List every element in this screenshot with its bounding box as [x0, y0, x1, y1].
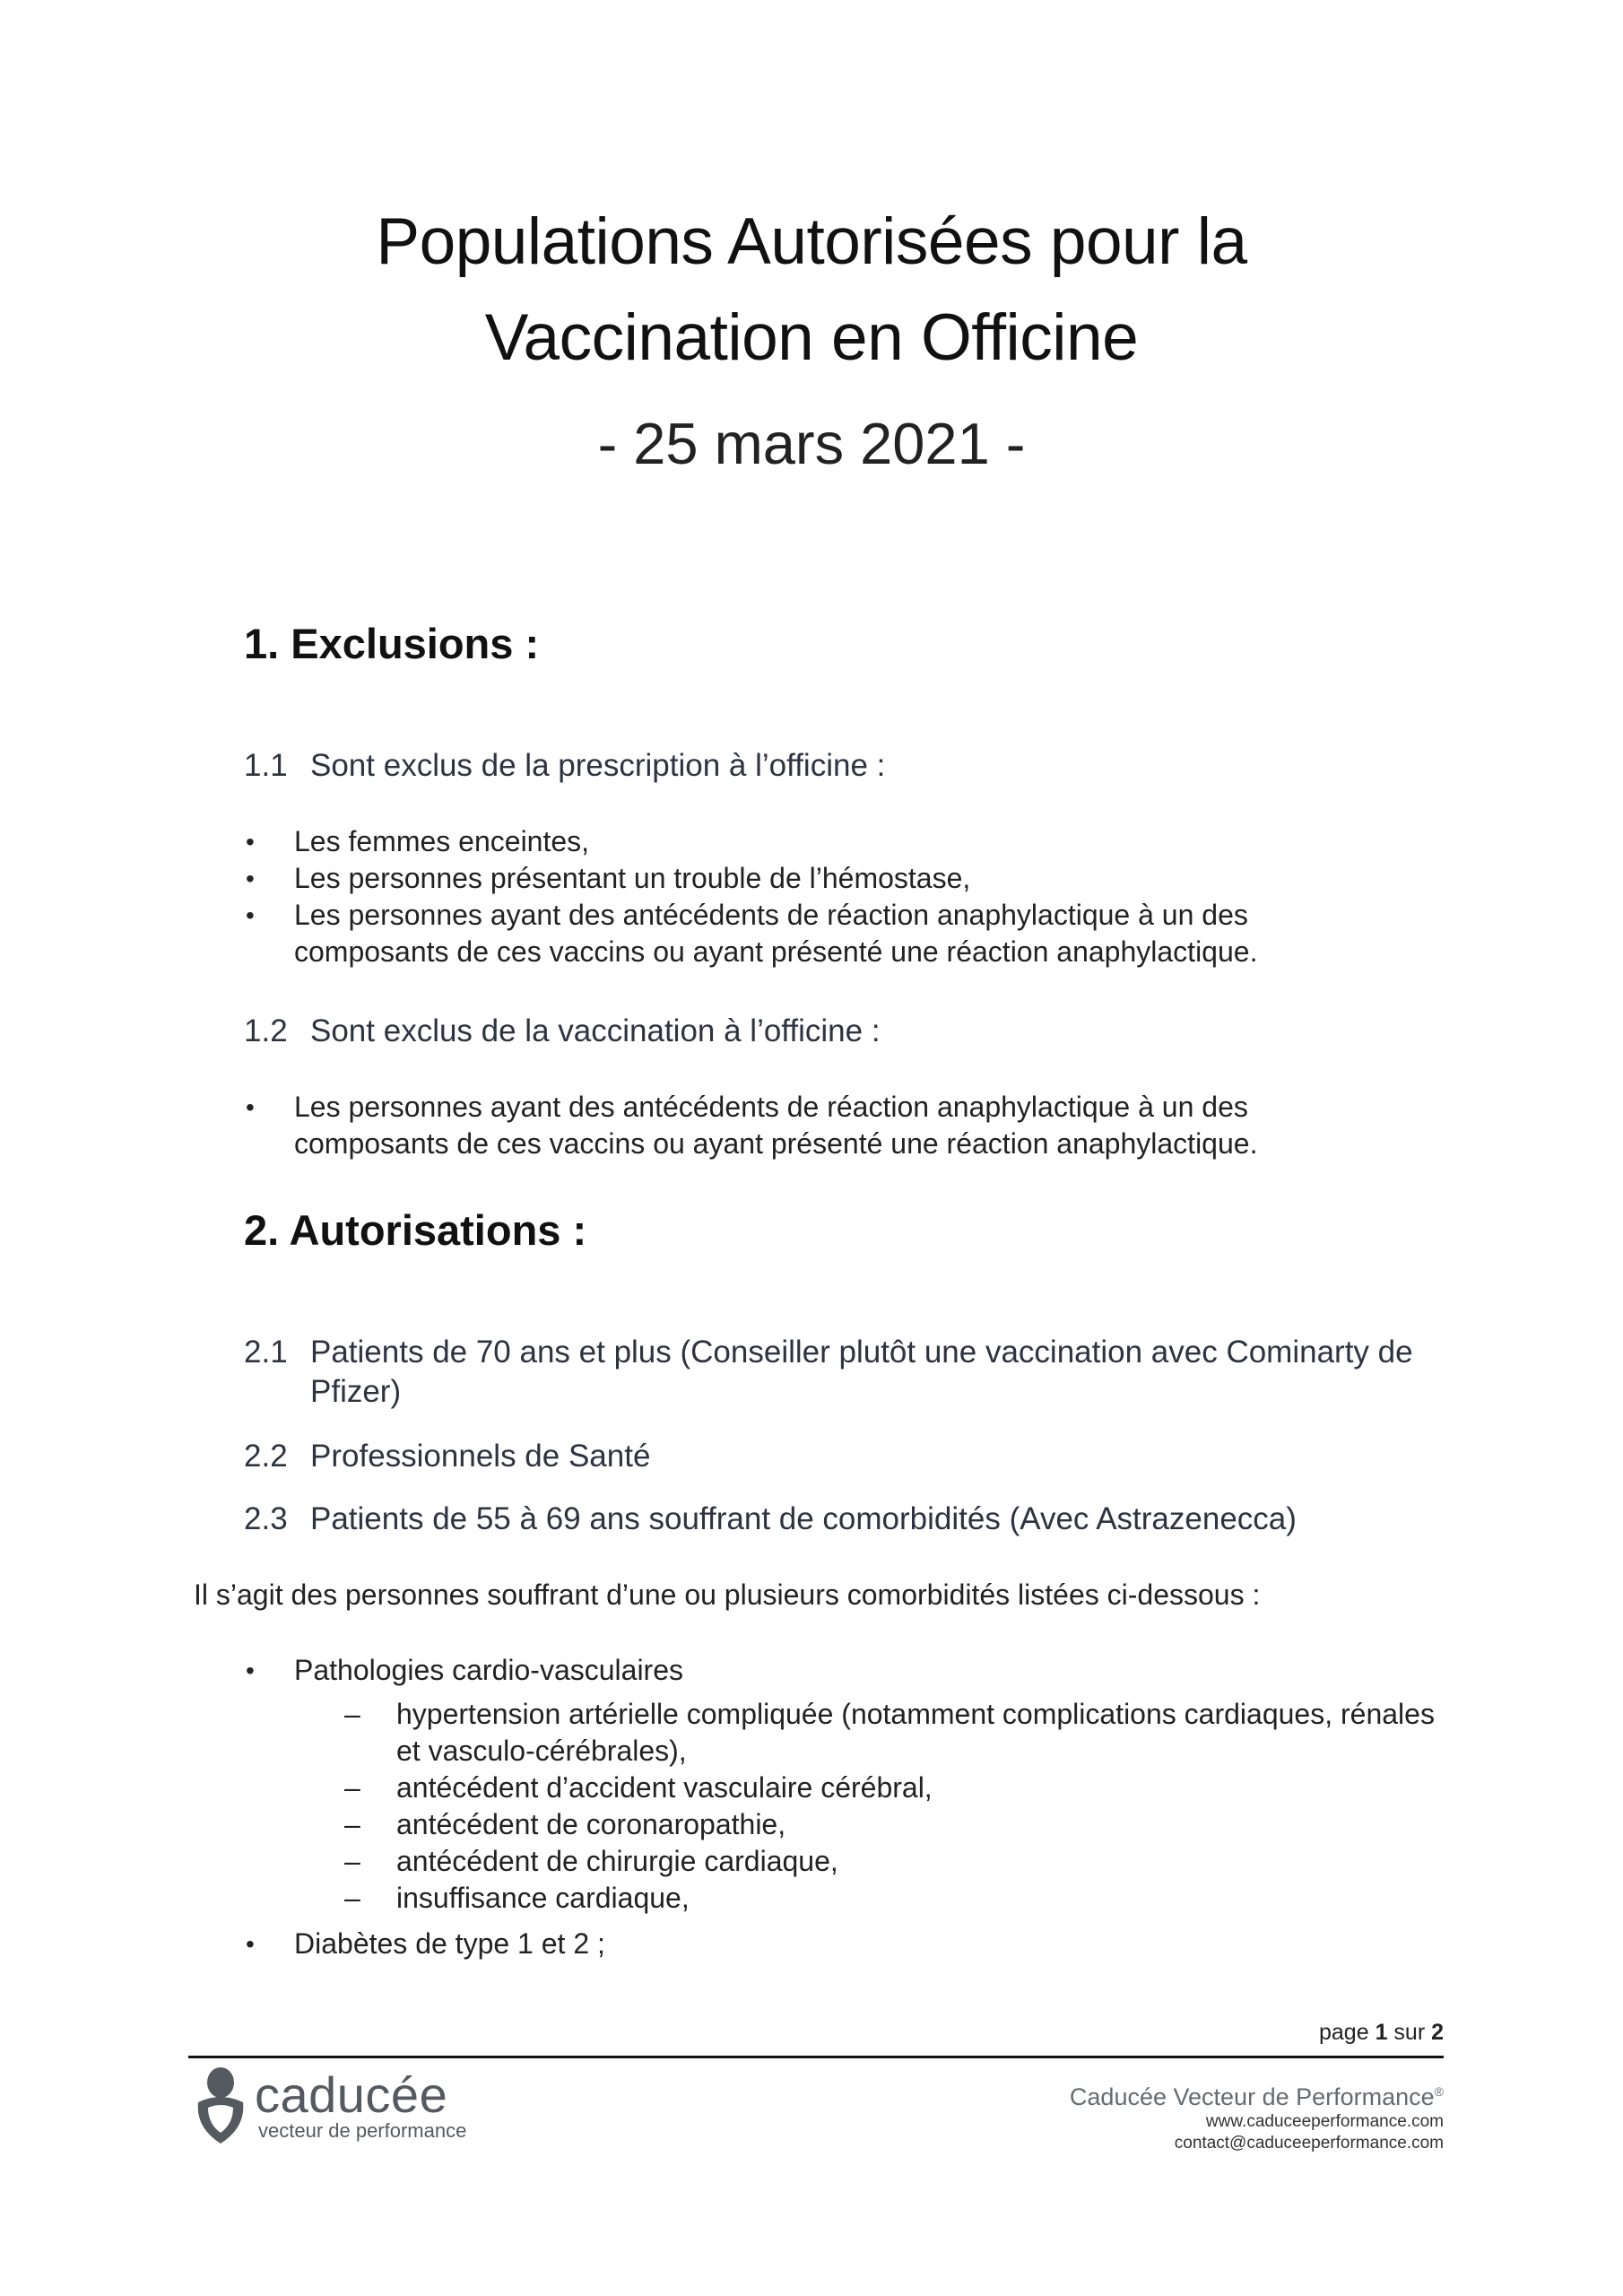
subsection-1-1 — [244, 746, 1410, 786]
sublist-item: – antécédent d’accident vasculaire cérébral, — [344, 1770, 1454, 1806]
company-website[interactable]: www.caduceeperformance.com — [1205, 2112, 1444, 2131]
company-info — [1070, 2077, 1444, 2154]
exclusions-vaccination-list — [244, 1089, 1410, 1162]
company-email[interactable]: contact@caduceeperformance.com — [1174, 2134, 1444, 2152]
sublist-item: – antécédent de coronaropathie, — [344, 1806, 1454, 1843]
company-name — [1070, 2077, 1444, 2111]
subsection-1-2 — [244, 1012, 1410, 1051]
list-item: • Les femmes enceintes, — [244, 823, 1410, 860]
page-prefix: page — [1319, 2020, 1376, 2045]
title-line-1: Populations Autorisées pour la — [376, 205, 1247, 278]
comorbidities-intro: Il s’agit des personnes souffrant d’une ou plusieurs comorbidités listées ci-dessous : — [194, 1578, 1261, 1611]
caducee-logo — [195, 2065, 518, 2145]
list-item: • Les personnes ayant des antécédents de réaction anaphylactique à un des composants de ces vaccins ou ayant présenté une réaction anaphylactique. — [244, 1089, 1352, 1162]
page-mid: sur — [1387, 2020, 1432, 2045]
page-total: 2 — [1431, 2020, 1444, 2045]
list-item-cardio — [244, 1652, 1435, 1917]
registered-mark: ® — [1434, 2084, 1444, 2099]
subsection-title: Sont exclus de la prescription à l’officine : — [310, 748, 886, 783]
subsection-number: 2.2 — [244, 1439, 288, 1474]
list-item-label: Pathologies cardio-vasculaires — [294, 1654, 683, 1686]
exclusions-prescription-list — [244, 823, 1410, 970]
caducee-logo-icon — [195, 2065, 246, 2145]
subsection-title: Sont exclus de la vaccination à l’officine : — [310, 1013, 881, 1048]
comorbidities-list — [244, 1652, 1435, 1962]
footer-divider — [188, 2056, 1444, 2058]
sublist-item: – insuffisance cardiaque, — [344, 1880, 1454, 1917]
subsection-number: 1.1 — [244, 748, 288, 783]
list-item: • Les personnes présentant un trouble de l’hémostase, — [244, 860, 1410, 897]
subsection-title: Patients de 55 à 69 ans souffrant de comorbidités (Avec Astrazenecca) — [310, 1501, 1297, 1536]
company-name-text: Caducée Vecteur de Performance — [1069, 2083, 1435, 2110]
sublist-item: – antécédent de chirurgie cardiaque, — [344, 1843, 1454, 1880]
list-item: • Les personnes ayant des antécédents de réaction anaphylactique à un des composants de ces vaccins ou ayant présenté une réaction anaphylactique. — [244, 897, 1352, 970]
cardio-sublist — [344, 1696, 1435, 1917]
document-date: - 25 mars 2021 - — [597, 411, 1026, 476]
logo-wordmark: caducée — [255, 2066, 448, 2123]
page-current: 1 — [1375, 2020, 1388, 2045]
subsection-number: 1.2 — [244, 1013, 288, 1048]
section-1-heading: 1. Exclusions : — [244, 620, 540, 667]
subsection-title: Patients de 70 ans et plus (Conseiller plutôt une vaccination avec Cominarty de Pfizer) — [310, 1335, 1413, 1409]
section-2-heading: 2. Autorisations : — [244, 1206, 587, 1254]
logo-tagline: vecteur de performance — [258, 2119, 467, 2142]
page-number — [1319, 2020, 1444, 2046]
subsection-2-2 — [244, 1437, 1410, 1476]
subsection-number: 2.3 — [244, 1501, 288, 1536]
subsection-number: 2.1 — [244, 1335, 288, 1370]
sublist-item: – hypertension artérielle compliquée (notamment complications cardiaques, rénales et vasculo-cérébrales), — [344, 1696, 1454, 1770]
subsection-2-3 — [244, 1500, 1410, 1539]
title-line-2: Vaccination en Officine — [484, 301, 1139, 374]
subsection-2-1 — [244, 1333, 1428, 1413]
subsection-title: Professionnels de Santé — [310, 1439, 651, 1474]
list-item-diabetes: • Diabètes de type 1 et 2 ; — [244, 1926, 1428, 1962]
